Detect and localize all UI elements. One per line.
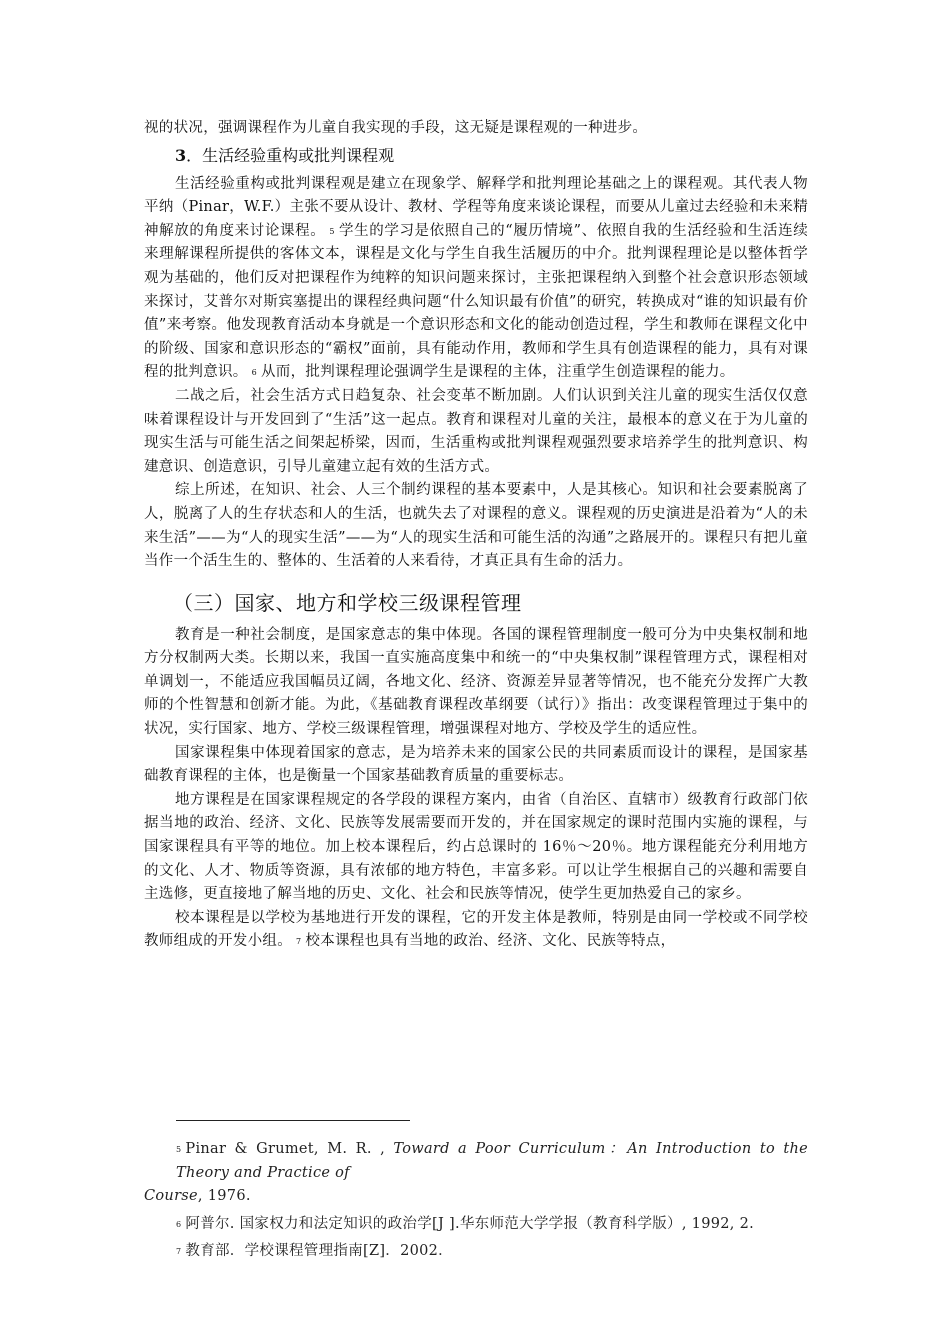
paragraph-intro-end: 视的状况，强调课程作为儿童自我实现的手段，这无疑是课程观的一种进步。 [144, 120, 648, 136]
footnote-6 [144, 1213, 808, 1237]
paragraph-education-system: 教育是一种社会制度，是国家意志的集中体现。各国的课程管理制度一般可分为中央集权制和地方分权制两大类。长期以来，我国一直实施高度集中和统一的“中央集权制”课程管理方式，课程相对单调划一，不能适应我国幅员辽阔，各地文化、经济、资源差异显著等情况，也不能充分发挥广大教师的个性智慧和创新才能。为此，《基础教育课程改革纲要（试行）》指出：改变课程管理过于集中的状况，实行国家、地方、学校三级课程管理，增强课程对地方、学校及学生的适应性。 [144, 626, 808, 738]
footnotes [144, 1138, 808, 1264]
paragraph-local-curriculum: 地方课程是在国家课程规定的各学段的课程方案内，由省（自治区、直辖市）级教育行政部门依据当地的政治、经济、文化、民族等发展需要而开发的，并在国家规定的课时范围内实施的课程，与国家课程具有平等的地位。加上校本课程后，约占总课时的 16％～20％。地方课程能充分利用地方的文化、人才、物质等资源，具有浓郁的地方特色，丰富多彩。可以让学生根据自己的兴趣和需要自主选修，更直接地了解当地的历史、文化、社会和民族等情况，使学生更加热爱自己的家乡。 [144, 791, 808, 903]
footnote-ref-7[interactable]: 7 [296, 937, 302, 947]
subsection-number: 3 [175, 145, 187, 165]
paragraph-text: 从而，批判课程理论强调学生是课程的主体，注重学生创造课程的能力。 [261, 364, 735, 381]
paragraph-school-curriculum [144, 907, 808, 954]
footnote-7 [144, 1240, 808, 1264]
footnote-ref-6[interactable]: 6 [251, 368, 257, 378]
subsection-title: ．生活经验重构或批判课程观 [186, 145, 395, 165]
footnote-title-continued: Course [144, 1188, 198, 1205]
footnote-year: , 1976. [197, 1188, 251, 1205]
paragraph-text: 校本课程是以学校为基地进行开发的课程，它的开发主体是教师，特别是由同一学校或不同学校教师组成的开发小组。 [144, 909, 808, 950]
paragraph-national-curriculum: 国家课程集中体现着国家的意志，是为培养未来的国家公民的共同素质而设计的课程，是国家基础教育课程的主体，也是衡量一个国家基础教育质量的重要标志。 [144, 744, 808, 785]
footnote-ref-5[interactable]: 5 [329, 226, 335, 236]
footnote-text: 教育部．学校课程管理指南[Z]．2002． [185, 1243, 453, 1260]
paragraph-summary: 综上所述，在知识、社会、人三个制约课程的基本要素中，人是其核心。知识和社会要素脱离了人，脱离了人的生存状态和人的生活，也就失去了对课程的意义。课程观的历史演进是沿着为“人的未来生活”——为“人的现实生活”——为“人的现实生活和可能生活的沟通”之路展开的。课程只有把儿童当作一个活生生的、整体的、生活着的人来看待，才真正具有生命的活力。 [144, 482, 808, 570]
footnote-author: Pinar & Grumet, M. R. , [185, 1141, 394, 1157]
paragraph-text: 校本课程也具有当地的政治、经济、文化、民族等特点， [305, 933, 676, 950]
footnote-5 [144, 1138, 808, 1185]
paragraph-text: 生活经验重构或批判课程观是建立在现象学、解释学和批判理论基础之上的课程观。其代表人物平纳（Pinar，W.F.）主张不要从设计、教材、学程等角度来谈论课程，而要从儿童过去经验和未来精神解放的角度来讨论课程。 [144, 175, 808, 239]
footnote-mark: 7 [176, 1247, 182, 1257]
main-text [144, 117, 808, 954]
paragraph-postwar: 二战之后，社会生活方式日趋复杂、社会变革不断加剧。人们认识到关注儿童的现实生活仅仅意味着课程设计与开发回到了“生活”这一起点。教育和课程对儿童的关注，最根本的意义在于为儿童的现实生活与可能生活之间架起桥梁，因而，生活重构或批判课程观强烈要求培养学生的批判意识、构建意识、创造意识，引导儿童建立起有效的生活方式。 [144, 387, 808, 475]
paragraph-critical-curriculum [144, 173, 808, 385]
section-heading-three-level-management: （三）国家、地方和学校三级课程管理 [173, 590, 522, 615]
footnote-text: 阿普尔. 国家权力和法定知识的政治学[J ].华东师范大学学报（教育科学版）, 1992, 2. [185, 1215, 755, 1232]
subsection-heading-3 [175, 143, 808, 169]
footnote-mark: 5 [176, 1145, 182, 1154]
footnote-5-continued [144, 1185, 808, 1209]
footnote-title: Toward a Poor Curriculum：An Introduction to the Theory and Practice of [176, 1141, 808, 1181]
paragraph-text: 学生的学习是依照自己的“履历情境”、依照自我的生活经验和生活连续来理解课程所提供的客体文本，课程是文化与学生自我生活履历的中介。批判课程理论是以整体哲学观为基础的，他们反对把课程作为纯粹的知识问题来探讨，主张把课程纳入到整个社会意识形态领域来探讨，艾普尔对斯宾塞提出的课程经典问题“什么知识最有价值”的研究，转换成对“谁的知识最有价值”来考察。他发现教育活动本身就是一个意识形态和文化的能动创造过程，学生和教师在课程文化中的阶级、国家和意识形态的“霸权”面前，具有能动作用，教师和学生具有创造课程的能力，具有对课程的批判意识。 [144, 222, 808, 381]
footnote-separator [176, 1120, 410, 1121]
footnote-mark: 6 [176, 1219, 182, 1229]
